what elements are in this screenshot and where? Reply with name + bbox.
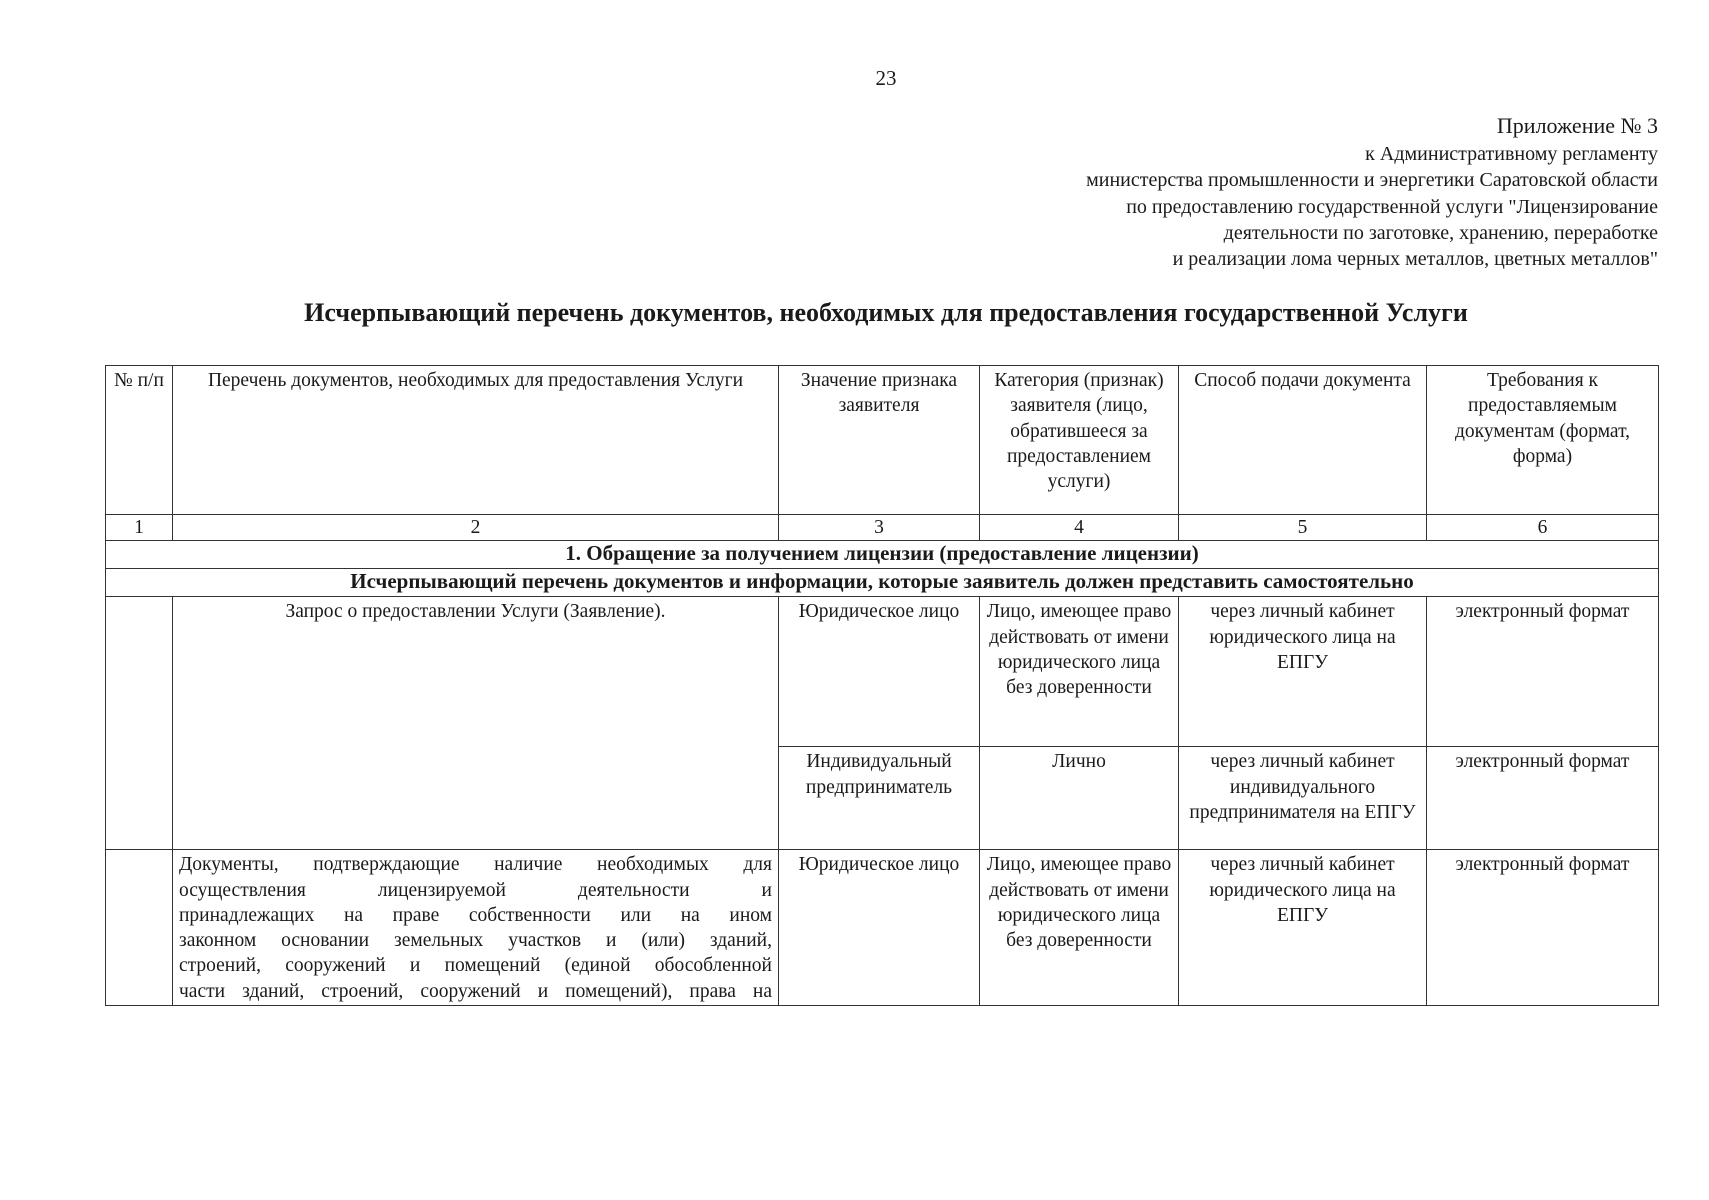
document-title: Исчерпывающий перечень документов, необходимых для предоставления государственной Услуги [304, 298, 1468, 327]
applicant-category: Лицо, имеющее право действовать от имени юридического лица без доверенности [980, 597, 1179, 747]
appendix-line: к Административному регламенту [1365, 143, 1658, 166]
column-number: 5 [1179, 515, 1427, 541]
section-title: 1. Обращение за получением лицензии (предоставление лицензии) [106, 541, 1659, 569]
document-requirements: электронный формат [1427, 597, 1659, 747]
applicant-category: Лично [980, 747, 1179, 850]
row-number [106, 597, 173, 850]
document-requirements: электронный формат [1427, 850, 1659, 1006]
page-number: 23 [875, 66, 897, 90]
column-number: 4 [980, 515, 1179, 541]
applicant-category: Лицо, имеющее право действовать от имени юридического лица без доверенности [980, 850, 1179, 1006]
appendix-title: Приложение № 3 [1496, 113, 1658, 138]
applicant-type: Юридическое лицо [779, 597, 980, 747]
header-requirements: Требования к предоставляемым документам (формат, форма) [1427, 366, 1659, 515]
column-number-row [106, 515, 1659, 541]
header-submission-method: Способ подачи документа [1179, 366, 1427, 515]
document-text-line: строений, сооружений и помещений (единой обособленной [179, 955, 772, 977]
section-row [106, 541, 1659, 569]
document-text-line: законном основании земельных участков и (или) зданий, [179, 930, 772, 952]
appendix-line: по предоставлению государственной услуги "Лицензирование [1126, 195, 1658, 218]
document-text-line: осуществления лицензируемой деятельности и [179, 879, 772, 901]
document-text-line: Документы, подтверждающие наличие необходимых для [179, 854, 772, 876]
column-number: 2 [173, 515, 779, 541]
applicant-type: Юридическое лицо [779, 850, 980, 1006]
document-text-line: принадлежащих на праве собственности или на ином [179, 904, 772, 926]
documents-table [105, 365, 1659, 1006]
submission-method: через личный кабинет юридического лица на ЕПГУ [1179, 597, 1427, 747]
table-row [106, 597, 1659, 747]
subsection-title: Исчерпывающий перечень документов и информации, которые заявитель должен представить самостоятельно [106, 569, 1659, 597]
column-number: 6 [1427, 515, 1659, 541]
column-number: 1 [106, 515, 173, 541]
submission-method: через личный кабинет юридического лица на ЕПГУ [1179, 850, 1427, 1006]
appendix-line: министерства промышленности и энергетики Саратовской области [1086, 169, 1658, 192]
appendix-header [1086, 113, 1658, 272]
header-applicant-type: Значение признака заявителя [779, 366, 980, 515]
table-row [106, 850, 1659, 1006]
applicant-type: Индивидуальный предприниматель [779, 747, 980, 850]
row-number [106, 850, 173, 1006]
column-number: 3 [779, 515, 980, 541]
appendix-line: и реализации лома черных металлов, цветных металлов" [1172, 248, 1658, 271]
table-header-row [106, 366, 1659, 515]
header-applicant-category: Категория (признак) заявителя (лицо, обратившееся за предоставлением услуги) [980, 366, 1179, 515]
subsection-row [106, 569, 1659, 597]
header-document-list: Перечень документов, необходимых для предоставления Услуги [173, 366, 779, 515]
document-name [173, 850, 779, 1006]
document-requirements: электронный формат [1427, 747, 1659, 850]
header-number: № п/п [106, 366, 173, 515]
document-name: Запрос о предоставлении Услуги (Заявление). [173, 597, 779, 850]
submission-method: через личный кабинет индивидуального предпринимателя на ЕПГУ [1179, 747, 1427, 850]
document-text-line: части зданий, строений, сооружений и помещений), права на [179, 980, 772, 1002]
appendix-line: деятельности по заготовке, хранению, переработке [1223, 221, 1658, 244]
